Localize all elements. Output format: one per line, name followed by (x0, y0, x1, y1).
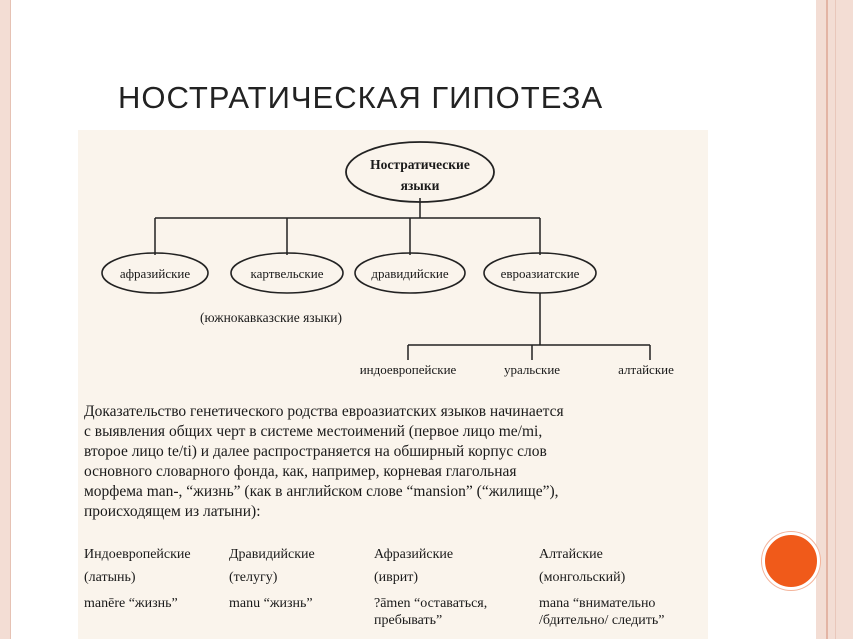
col-header-altaic: Алтайские (539, 547, 603, 562)
example-telugu: manu “жизнь” (229, 596, 313, 611)
example-hebrew: ?āmen “оставаться, (374, 596, 488, 611)
root-label-line1: Ностратические (370, 157, 470, 172)
node-indoeuropean-label: индоевропейские (359, 362, 457, 377)
paragraph-line: морфема man-, “жизнь” (как в английском слове “mansion” (“жилище”), (84, 483, 559, 500)
south-caucasian-note: (южнокавказские языки) (200, 310, 342, 325)
node-uralic-label: уральские (503, 362, 561, 377)
paragraph-line: основного словарного фонда, как, например, корневая глагольная (84, 463, 517, 480)
example-mongolian: mana “внимательно (539, 596, 656, 611)
paragraph-line: Доказательство генетического родства евроазиатских языков начинается (84, 403, 564, 420)
example-latin: manēre “жизнь” (84, 596, 178, 611)
node-eurasiatic-label: евроазиатские (500, 266, 580, 281)
col-header-indoeuropean: Индоевропейские (84, 547, 191, 562)
paragraph-line: происходящем из латыни): (84, 503, 261, 520)
decorative-orange-circle (762, 532, 820, 590)
col-header-afrasian: Афразийские (374, 547, 454, 562)
lang-telugu: (телугу) (229, 570, 278, 585)
node-dravidian-label: дравидийские (371, 266, 449, 281)
root-node (346, 142, 494, 202)
lang-mongolian: (монгольский) (539, 570, 626, 585)
node-kartvelian-label: картвельские (250, 266, 324, 281)
lang-latin: (латынь) (84, 570, 136, 585)
example-hebrew-cont: пребывать” (374, 613, 443, 628)
node-altaic-label: алтайские (618, 362, 674, 377)
slide-title: НОСТРАТИЧЕСКАЯ ГИПОТЕЗА (118, 80, 604, 115)
evidence-paragraph (84, 402, 684, 522)
col-header-dravidian: Дравидийские (229, 547, 315, 562)
node-afrasian-label: афразийские (119, 266, 191, 281)
paragraph-line: второе лицо te/ti) и далее распространяется на обширный корпус слов (84, 443, 547, 460)
lang-hebrew: (иврит) (374, 570, 419, 585)
paragraph-line: с выявления общих черт в системе местоимений (первое лицо me/mi, (84, 423, 543, 440)
root-label-line2: языки (400, 178, 440, 193)
example-mongolian-cont: /бдительно/ следить” (539, 613, 665, 628)
